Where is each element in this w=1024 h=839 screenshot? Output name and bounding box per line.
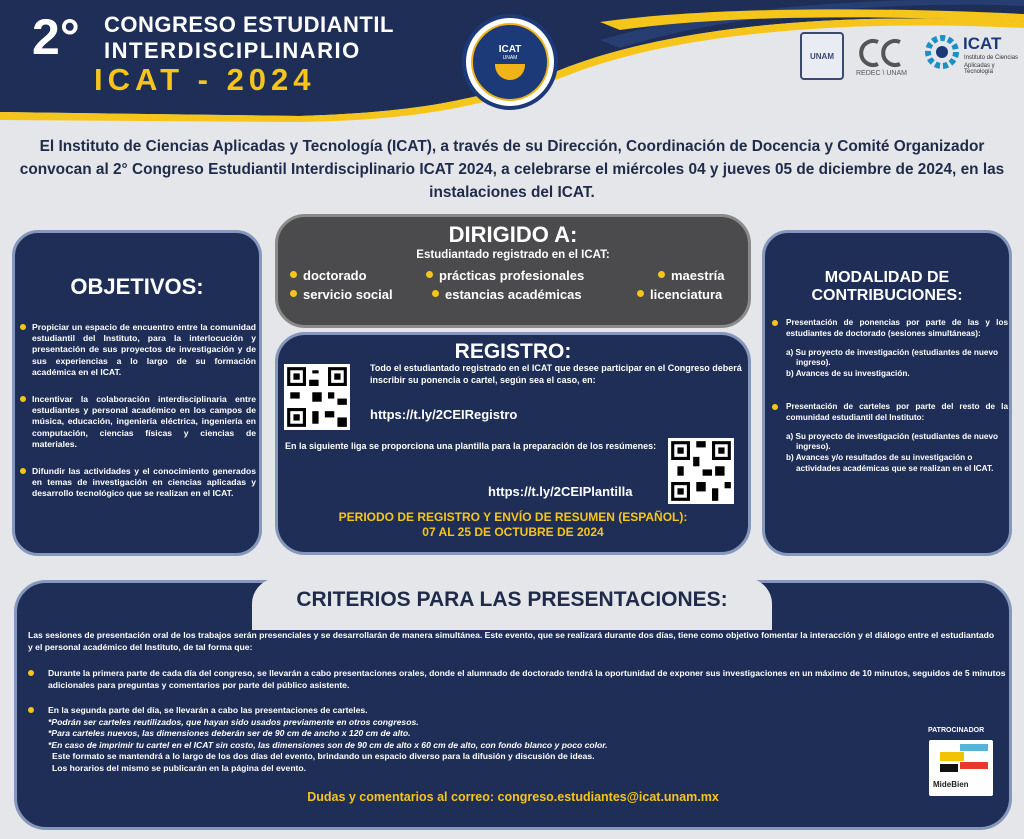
registro-text-2: En la siguiente liga se proporciona una plantilla para la preparación de los resúmenes: [285,441,657,451]
dirigido-item: prácticas profesionales [426,268,584,283]
dirigido-item: maestría [658,268,724,283]
objetivos-list [20,322,256,516]
edition-number: 2° [32,9,80,65]
unam-logo: UNAM [800,32,844,80]
criterio-item: Durante la primera parte de cada día del congreso, se llevarán a cabo presentaciones orales, donde el alumnado de doctorado tendrá la oportunidad de exponer sus investigaciones en un máximo de 10 minutos, seguidos de 5 minutos adicionales para preguntas y comentarios por parte del público asistente. [28,668,1010,691]
objetivo-item: Propiciar un espacio de encuentro entre la comunidad estudiantil del Instituto, para la interlocución y presentación de sus proyectos de investigación y de sus experiencias a lo largo de su formación académica en el ICAT. [20,322,256,378]
modalidad-list [772,318,1008,475]
congress-logo [462,14,558,110]
icat-logo-sub-1: Instituto de Ciencias [964,55,1019,61]
sponsor-logo-block [940,764,958,772]
criterio-carteles: En la segunda parte del día, se llevarán a cabo las presentaciones de carteles. [48,705,368,715]
sponsor-name: MideBien [933,780,969,789]
qr-code-registro-icon [284,364,350,430]
dirigido-item: licenciatura [637,287,722,302]
sponsor-logo-block [940,752,964,761]
criterio-carteles-nota: *Podrán ser carteles reutilizados, que hayan sido usados previamente en otros congresos. [48,716,419,727]
title-line-3: ICAT - 2024 [94,62,316,97]
congress-logo-sub: UNAM [502,55,518,61]
registro-title: REGISTRO: [454,340,572,363]
criterio-carteles-nota: *Para carteles nuevos, las dimensiones deberán ser de 90 cm de ancho x 120 cm de alto. [48,728,411,738]
contact-email[interactable]: Dudas y comentarios al correo: congreso.estudiantes@icat.unam.mx [307,790,719,804]
congress-logo-inner [471,23,549,101]
icat-logo-name: ICAT [963,34,1002,53]
dirigido-item: servicio social [290,287,393,302]
modalidad-title-1: MODALIDAD DE [824,269,950,286]
hands-icon [495,64,525,80]
periodo-fechas: 07 AL 25 DE OCTUBRE DE 2024 [422,525,604,539]
registro-link[interactable]: https://t.ly/2CEIRegistro [370,407,518,422]
objetivos-title: OBJETIVOS: [70,274,204,299]
modalidad-item: Presentación de ponencias por parte de las y los estudiantes de doctorado (sesiones simultáneas): [772,318,1008,340]
sponsor-logo-block [960,762,988,769]
intro-paragraph: El Instituto de Ciencias Aplicadas y Tecnología (ICAT), a través de su Dirección, Coordinación de Docencia y Comité Organizador convocan al 2° Congreso Estudiantil Interdisciplinario ICAT 2024, a celebrarse el miércoles 04 y jueves 05 de diciembre de 2024, en las instalaciones del ICAT. [19,138,1005,201]
congress-logo-title: ICAT [498,44,522,55]
sponsor-label: PATROCINADOR [928,727,985,734]
periodo-registro [275,510,751,540]
criterio-carteles-nota: Los horarios del mismo se publicarán en la página del evento. [52,762,307,773]
criterio-carteles-nota: Este formato se mantendrá a lo largo de los dos días del evento, brindando un espacio diverso para la difusión y discusión de ideas. [52,751,595,761]
sponsor-logo-block [960,744,988,751]
criterio-item [28,705,908,774]
registro-text-1: Todo el estudiantado registrado en el ICAT que desee participar en el Congreso deberá inscribir su ponencia o cartel, según sea el caso, en: [370,363,742,385]
modalidad-subitem: a) Su proyecto de investigación (estudiantes de nuevo ingreso). [786,431,999,452]
title-line-1: CONGRESO ESTUDIANTIL [104,12,394,37]
modalidad-item: Presentación de carteles por parte del resto de la comunidad estudiantil del Instituto: [772,402,1008,424]
periodo-label: PERIODO DE REGISTRO Y ENVÍO DE RESUMEN (ESPAÑOL): [338,510,688,524]
modalidad-subitem: a) Su proyecto de investigación (estudiantes de nuevo ingreso). [786,347,999,368]
criterio-carteles-nota: *En caso de imprimir tu cartel en el ICAT sin costo, las dimensiones son de 90 cm de alto x 60 cm de alto, con fondo blanco y poco color. [48,739,608,750]
criterios-title: CRITERIOS PARA LAS PRESENTACIONES: [296,588,728,611]
dirigido-subtitle: Estudiantado registrado en el ICAT: [416,249,610,261]
objetivo-item: Incentivar la colaboración interdisciplinaria entre estudiantes y personal académico en los campos de música, educación, ingeniería eléctrica, ingeniería en computación, ciencias físicas y ciencias de materiales. [20,394,256,450]
qr-code-plantilla-icon [668,438,734,504]
modalidad-subitem: b) Avances y/o resultados de su investigación o actividades académicas que se realizan en el ICAT. [786,453,994,473]
redec-label: REDEC \ UNAM [856,70,907,77]
title-line-2: INTERDISCIPLINARIO [104,38,361,63]
criterios-intro: Las sesiones de presentación oral de los trabajos serán presenciales y se desarrollarán de manera simultánea. Este evento, que se realizará durante dos días, tiene como objetivo fomentar la interacción y el diálogo entre el estudiantado y el personal académico del Instituto, de tal forma que: [28,630,995,652]
modalidad-title-2: CONTRIBUCIONES: [811,287,963,304]
dirigido-item: estancias académicas [432,287,582,302]
plantilla-link[interactable]: https://t.ly/2CEIPlantilla [488,484,633,499]
icat-gear-icon [924,34,960,70]
dirigido-item: doctorado [290,268,367,283]
icat-logo-sub-2: Aplicadas y Tecnología [964,63,995,75]
redec-logo [856,36,916,70]
modalidad-subitem: b) Avances de su investigación. [786,369,910,379]
dirigido-title: DIRIGIDO A: [448,222,578,247]
objetivo-item: Difundir las actividades y el conocimiento generados en temas de investigación en ciencias aplicadas y desarrollo tecnológico que se realizan en el ICAT. [20,466,256,500]
